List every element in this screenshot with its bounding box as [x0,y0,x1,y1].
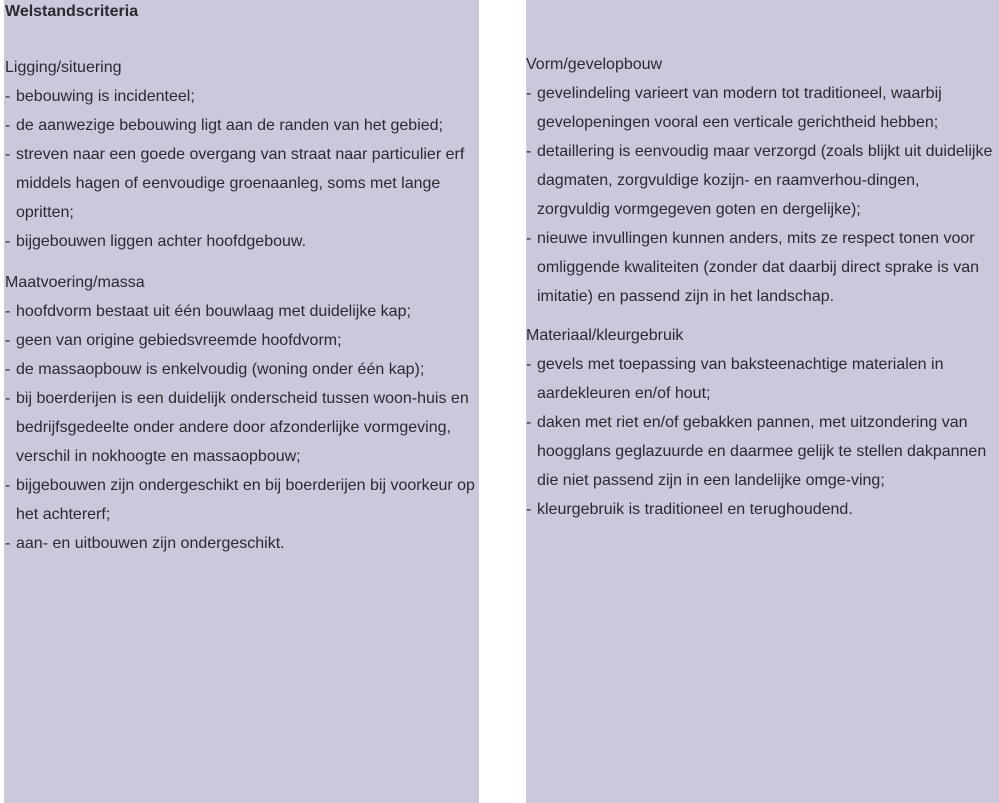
list-item: - de massaopbouw is enkelvoudig (woning onder één kap); [5,355,475,384]
section-title: Maatvoering/massa [5,274,145,291]
left-column [4,0,479,803]
document-title: Welstandscriteria [5,3,139,20]
list-item: - de aanwezige bebouwing ligt aan de randen van het gebied; [5,111,475,140]
section-ligging-situering [5,57,475,256]
list-item: - nieuwe invullingen kunnen anders, mits ze respect tonen voor omliggende kwaliteiten (zonder dat daarbij direct sprake is van imitatie) en passend zijn in het landschap. [526,224,995,311]
list-item: - bij boerderijen is een duidelijk onderscheid tussen woon-huis en bedrijfsgedeelte onder andere door afzonderlijke vormgeving, verschil in nokhoogte en massaopbouw; [5,384,475,471]
list-item: - gevels met toepassing van baksteenachtige materialen in aardekleuren en/of hout; [526,350,995,408]
list-item: - bijgebouwen liggen achter hoofdgebouw. [5,227,475,256]
section-title: Vorm/gevelopbouw [526,56,663,73]
right-column [526,0,999,803]
section-materiaal-kleurgebruik [526,325,995,524]
criteria-list [5,82,475,256]
list-item: - daken met riet en/of gebakken pannen, met uitzondering van hoogglans geglazuurde en daarmee gelijk te stellen dakpannen die niet passend zijn in een landelijke omge-ving; [526,408,995,495]
list-item: - aan- en uitbouwen zijn ondergeschikt. [5,529,475,558]
criteria-list [5,297,475,558]
list-item: - bebouwing is incidenteel; [5,82,475,111]
section-maatvoering-massa [5,272,475,558]
column-top-spacer [526,0,995,54]
list-item: - detaillering is eenvoudig maar verzorgd (zoals blijkt uit duidelijke dagmaten, zorgvuldige kozijn- en raamverhou-dingen, zorgvuldig vormgegeven goten en dergelijke); [526,137,995,224]
section-vorm-gevelopbouw [526,54,995,311]
criteria-list [526,350,995,524]
list-item: - hoofdvorm bestaat uit één bouwlaag met duidelijke kap; [5,297,475,326]
list-item: - geen van origine gebiedsvreemde hoofdvorm; [5,326,475,355]
list-item: - bijgebouwen zijn ondergeschikt en bij boerderijen bij voorkeur op het achtererf; [5,471,475,529]
criteria-list [526,79,995,311]
section-title: Materiaal/kleurgebruik [526,327,684,344]
list-item: - gevelindeling varieert van modern tot traditioneel, waarbij gevelopeningen vooral een verticale gerichtheid hebben; [526,79,995,137]
section-title: Ligging/situering [5,59,122,76]
list-item: - streven naar een goede overgang van straat naar particulier erf middels hagen of eenvoudige groenaanleg, soms met lange opritten; [5,140,475,227]
list-item: - kleurgebruik is traditioneel en terughoudend. [526,495,995,524]
